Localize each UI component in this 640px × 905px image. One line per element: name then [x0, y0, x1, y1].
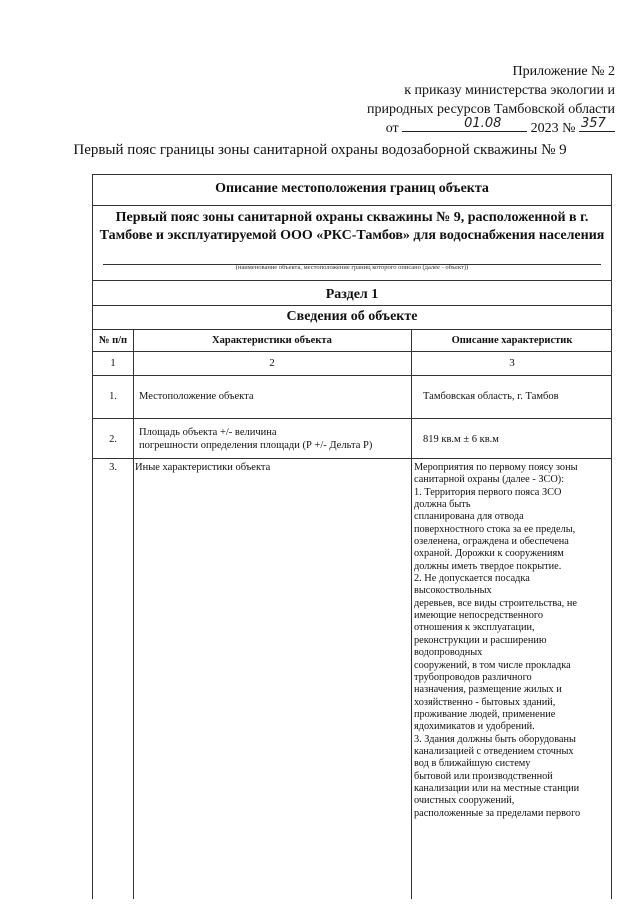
- document-title: Первый пояс границы зоны санитарной охраны водозаборной скважины № 9: [73, 142, 567, 158]
- description-table: [92, 174, 612, 899]
- row-1-characteristic: Местоположение объекта: [139, 391, 254, 402]
- object-note: (наименование объекта, местоположение границ которого описано (далее - объект)): [235, 264, 469, 271]
- row-1-value: Тамбовская область, г. Тамбов: [423, 391, 559, 402]
- col-number-2: 2: [269, 357, 275, 369]
- row-2-num: 2.: [109, 434, 117, 445]
- object-name: Первый пояс зоны санитарной охраны скважины № 9, расположенной в г. Тамбове и эксплуатируемой ООО «РКС-Тамбов» для водоснабжения населения: [99, 210, 605, 243]
- divider: [93, 351, 611, 352]
- divider: [93, 329, 611, 330]
- col-number-3: 3: [509, 357, 515, 369]
- divider: [93, 305, 611, 306]
- order-prefix: от: [385, 121, 399, 136]
- row-2-characteristic-line1: Площадь объекта +/- величина: [139, 427, 277, 438]
- row-3-characteristic: Иные характеристики объекта: [135, 462, 271, 473]
- order-year-text: 2023 №: [530, 121, 576, 136]
- col-header-description: Описание характеристик: [451, 335, 573, 346]
- appendix-header: [330, 62, 615, 138]
- divider: [93, 280, 611, 281]
- order-date-handwritten: 01.08: [464, 116, 502, 131]
- appendix-line-2: к приказу министерства экологии и: [404, 83, 615, 98]
- order-number-handwritten: 357: [581, 116, 606, 131]
- col-number-1: 1: [110, 357, 116, 369]
- order-number-field: [579, 116, 615, 132]
- divider: [93, 375, 611, 376]
- row-2-characteristic-line2: погрешности определения площади (Р +/- Дельта Р): [139, 440, 373, 451]
- column-divider: [411, 329, 412, 899]
- divider: [93, 418, 611, 419]
- order-line: [330, 116, 615, 138]
- col-header-num: № п/п: [98, 335, 128, 346]
- section-label: Раздел 1: [325, 287, 379, 302]
- appendix-line-1: Приложение № 2: [512, 64, 615, 79]
- row-3-num: 3.: [109, 462, 117, 473]
- col-header-characteristic: Характеристики объекта: [212, 335, 332, 346]
- column-divider: [133, 329, 134, 899]
- row-2-value: 819 кв.м ± 6 кв.м: [423, 434, 499, 445]
- section-title: Сведения об объекте: [286, 309, 418, 324]
- divider: [93, 458, 611, 459]
- description-heading: Описание местоположения границ объекта: [215, 181, 489, 196]
- appendix-line-3: природных ресурсов Тамбовской области: [366, 102, 615, 117]
- row-3-value: Мероприятия по первому поясу зоны санитарной охраны (далее - ЗСО): 1. Территория первого пояса ЗСО должна быть спланирована для отвода поверхностного стока за ее пределы, озеленена, ограждена и обеспечена охраной. Дорожки к сооружениям должны иметь твердое покрытие. 2. Не допускается посадка высокоствольных деревьев, все виды строительства, не имеющие непосредственного отношения к эксплуатации, реконструкции и расширению водопроводных сооружений, в том числе прокладка трубопроводов различного назначения, размещение жилых и хозяйственно - бытовых зданий, проживание людей, применение ядохимикатов и удобрений. 3. Здания должны быть оборудованы канализацией с отведением сточных вод в ближайшую систему бытовой или производственной канализации или на местные станции очистных сооружений, расположенные за пределами первого: [414, 462, 581, 819]
- divider: [93, 205, 611, 206]
- order-date-field: [402, 116, 527, 132]
- row-1-num: 1.: [109, 391, 117, 402]
